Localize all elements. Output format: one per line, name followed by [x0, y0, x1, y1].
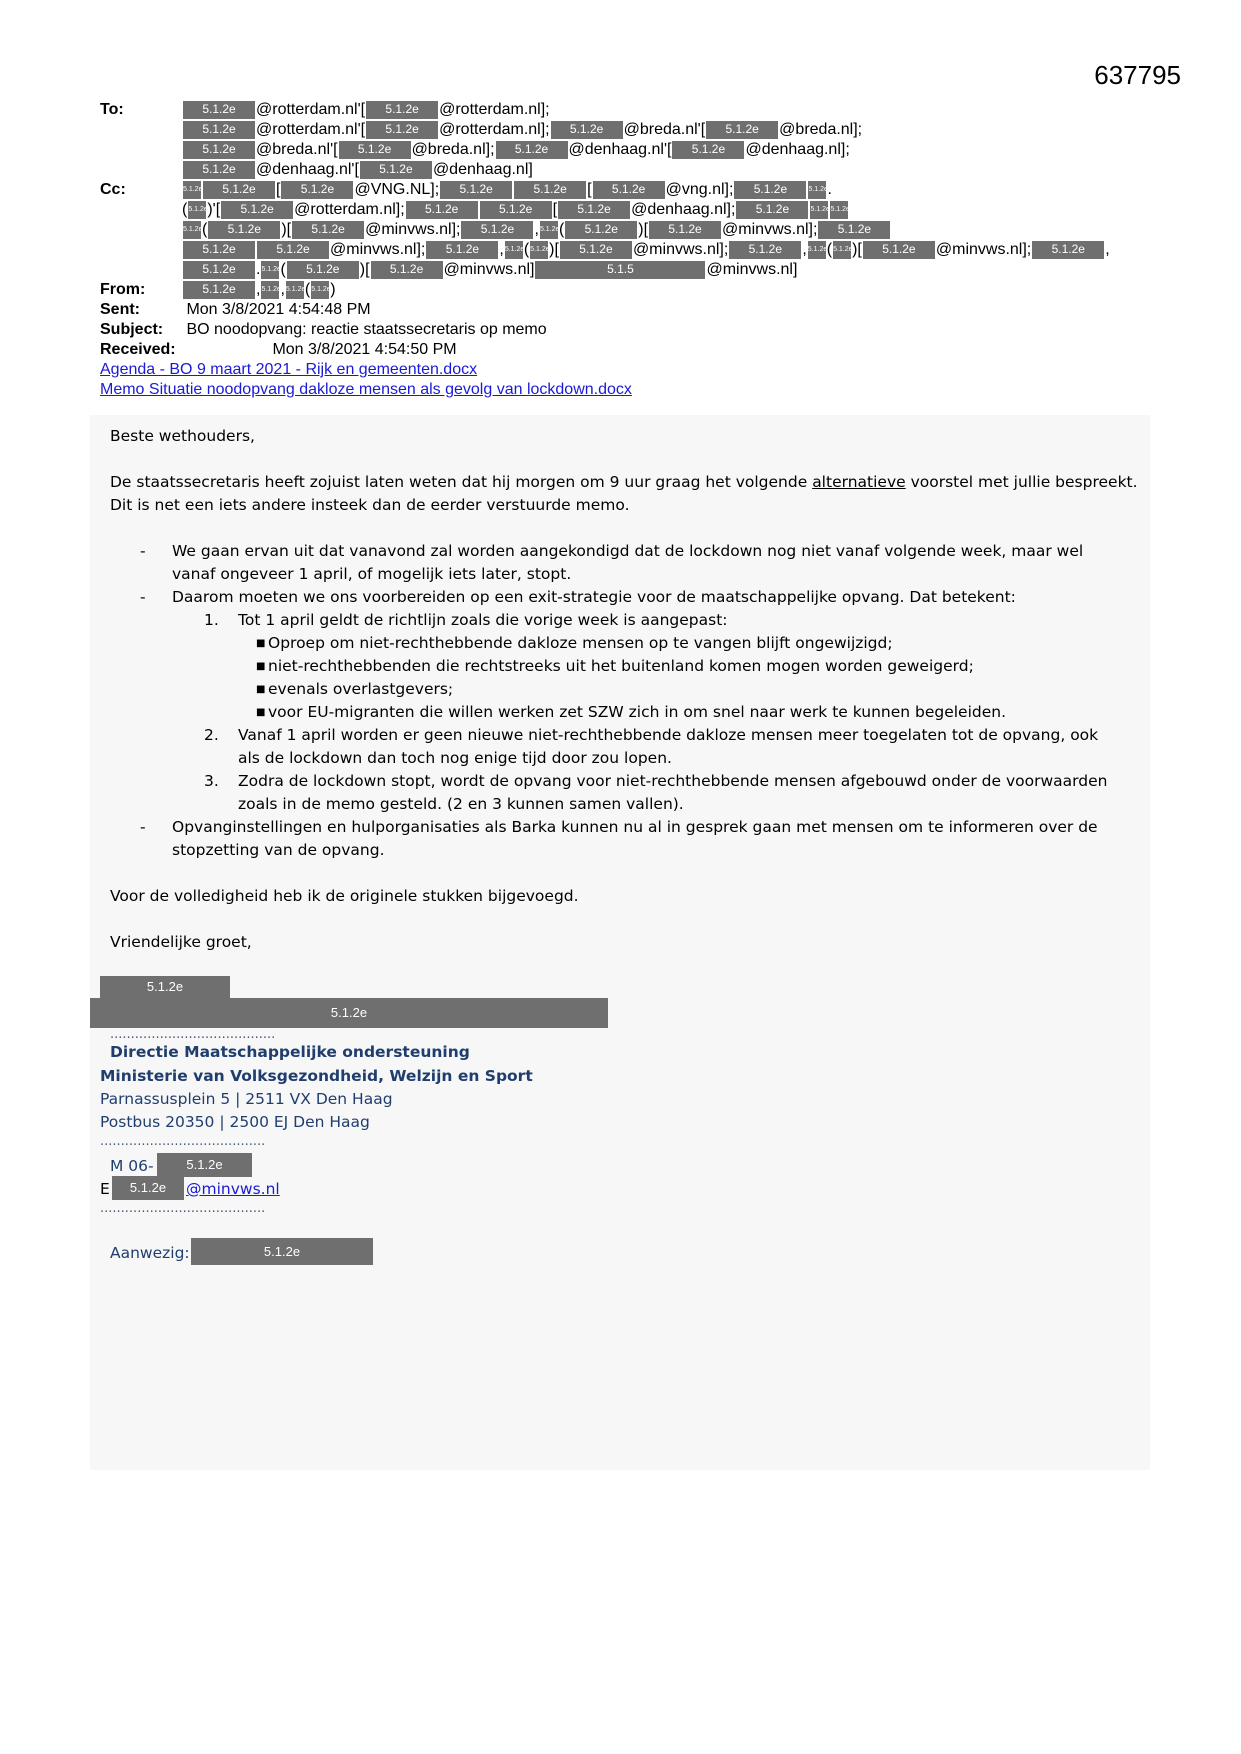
redaction-box: 5.1.2e	[188, 201, 206, 219]
address-text: )'[	[207, 201, 221, 218]
sub-list-item	[90, 655, 1150, 678]
address-line	[100, 240, 1140, 260]
address-text: @breda.nl];	[411, 141, 495, 158]
redaction-box: 5.1.2e	[183, 221, 201, 239]
bullet-text: Daarom moeten we ons voorbereiden op een exit-strategie voor de maatschappelijke opvang. Dat betekent:	[172, 588, 1016, 606]
redaction-box: 5.1.2e	[183, 141, 255, 159]
address-line	[100, 160, 1140, 180]
intro-paragraph	[90, 471, 1150, 517]
from-label: From:	[100, 281, 146, 299]
address-text: (	[280, 261, 286, 278]
redaction-box: 5.1.2e	[406, 201, 478, 219]
sub-list-item	[90, 701, 1150, 724]
received-label: Received:	[100, 341, 176, 358]
greeting: Beste wethouders,	[110, 427, 255, 445]
subject-label: Subject:	[100, 321, 164, 338]
redaction-box: 5.1.2e	[183, 181, 201, 199]
redaction-box: 5.1.2e	[505, 241, 523, 259]
email-link[interactable]: @minvws.nl	[186, 1180, 280, 1198]
redaction-box: 5.1.2e	[461, 221, 533, 239]
address-text: @rotterdam.nl];	[439, 121, 550, 138]
address-text: [	[276, 181, 281, 198]
address-text: @minvws.nl]	[443, 261, 535, 278]
address-text: @minvws.nl];	[365, 221, 461, 238]
cc-label: Cc:	[100, 181, 126, 199]
sent-row	[100, 300, 1140, 320]
address-text: @denhaag.nl];	[745, 141, 850, 158]
item-number: 2.	[204, 726, 219, 744]
address-text: (	[304, 281, 311, 298]
bullet-item: - We gaan ervan uit dat vanavond zal worden aangekondigd dat de lockdown nog niet vanaf volgende week, maar wel vanaf ongeveer 1 april, of mogelijk iets later, stopt.	[140, 542, 1084, 583]
redaction-box: 5.1.2e	[672, 141, 744, 159]
redaction-box: 5.1.2e	[426, 241, 498, 259]
redaction-box: 5.1.2e	[540, 221, 558, 239]
numbered-text: Tot 1 april geldt de richtlijn zoals die vorige week is aangepast:	[238, 611, 728, 629]
square-bullet-icon: ■	[256, 684, 266, 695]
address-text: @denhaag.nl]	[432, 161, 533, 178]
address-text: [	[587, 181, 592, 198]
signature-department: Directie Maatschappelijke ondersteuning	[110, 1043, 470, 1061]
redaction-box: 5.1.2e	[530, 241, 548, 259]
address-text: ,	[802, 241, 807, 258]
bullet-item: - Opvanginstellingen en hulporganisaties als Barka kunnen nu al in gesprek gaan met mensen om te informeren over de stopzetting van de opvang.	[140, 818, 1098, 859]
redaction-box: 5.1.2e	[808, 241, 826, 259]
square-bullet-icon: ■	[256, 707, 266, 718]
redaction-box: 5.1.2e	[863, 241, 935, 259]
redaction-box: 5.1.2e	[366, 101, 438, 119]
intro-text: De staatssecretaris heeft zojuist laten weten dat hij morgen om 9 uur graag het volgende	[110, 473, 813, 491]
bullet-text: We gaan ervan uit dat vanavond zal worden aangekondigd dat de lockdown nog niet vanaf volgende week, maar wel vanaf ongeveer 1 april, of mogelijk iets later, stopt.	[172, 542, 1084, 583]
subject-row	[100, 320, 1140, 340]
to-block	[100, 100, 1140, 180]
address-text: (	[182, 201, 188, 218]
address-text: [	[552, 201, 558, 218]
redaction-box: 5.1.2e	[736, 201, 808, 219]
address-text: ,	[534, 221, 539, 238]
redaction-box: 5.1.2e	[558, 201, 630, 219]
intro-text-end: voorstel met jullie bespreekt.	[905, 473, 1138, 491]
sub-item-text: niet-rechthebbenden die rechtstreeks uit het buitenland komen mogen worden geweigerd;	[268, 657, 974, 675]
address-text: @denhaag.nl'[	[568, 141, 672, 158]
address-line	[100, 280, 1140, 300]
address-text: @breda.nl'[	[256, 141, 338, 158]
redaction-box: 5.1.2e	[810, 201, 828, 219]
redacted-signature-title: 5.1.2e	[90, 998, 608, 1028]
square-bullet-icon: ■	[256, 661, 266, 672]
mobile-prefix: M 06-	[110, 1157, 154, 1175]
square-bullet-icon: ■	[256, 638, 266, 649]
separator-dots: ........................................	[100, 1134, 266, 1149]
numbered-text: Vanaf 1 april worden er geen nieuwe niet-rechthebbende dakloze mensen meer toegelaten tot de opvang, ook als de lockdown dan toch nog enige tijd door zou lopen.	[238, 726, 1099, 767]
numbered-item	[90, 609, 1150, 632]
redaction-box: 5.1.2e	[339, 141, 411, 159]
redaction-box: 5.1.2e	[183, 281, 255, 299]
redaction-box: 5.1.2e	[729, 241, 801, 259]
redaction-box: 5.1.2e	[286, 281, 304, 299]
closing-greeting: Vriendelijke groet,	[110, 933, 252, 951]
address-text: @breda.nl];	[779, 121, 863, 138]
address-line	[100, 200, 1140, 220]
address-line	[100, 100, 1140, 120]
present-label: Aanwezig:	[110, 1244, 190, 1262]
redacted-signature-name: 5.1.2e	[100, 976, 230, 998]
redaction-box: 5.1.2e	[706, 121, 778, 139]
address-text: )[	[638, 221, 649, 238]
address-text: @minvws.nl];	[722, 221, 818, 238]
email-body	[90, 415, 1150, 1470]
redaction-box: 5.1.2e	[808, 181, 826, 199]
sent-label: Sent:	[100, 301, 140, 318]
redaction-box: 5.1.2e	[183, 101, 255, 119]
redacted-email-user: 5.1.2e	[112, 1176, 184, 1200]
address-line	[100, 120, 1140, 140]
address-text: )	[330, 281, 336, 298]
numbered-item	[90, 770, 1150, 816]
sub-list-item	[90, 678, 1150, 701]
address-text: .	[256, 261, 261, 278]
item-number: 3.	[204, 772, 219, 790]
redaction-box: 5.1.2e	[261, 281, 279, 299]
redaction-box: 5.1.2e	[183, 261, 255, 279]
intro-text-2: Dit is net een iets andere insteek dan de eerder verstuurde memo.	[110, 496, 630, 514]
underlined-word: alternatieve	[812, 473, 906, 491]
address-text: @rotterdam.nl];	[439, 101, 550, 118]
attachment-link-agenda[interactable]: Agenda - BO 9 maart 2021 - Rijk en gemeenten.docx	[100, 361, 478, 378]
address-text: )[	[852, 241, 862, 258]
bullet-text: Opvanginstellingen en hulporganisaties als Barka kunnen nu al in gesprek gaan met mensen om te informeren over de stopzetting van de opvang.	[172, 818, 1098, 859]
subject-value: BO noodopvang: reactie staatssecretaris op memo	[186, 321, 547, 338]
redaction-box: 5.1.2e	[287, 261, 359, 279]
address-text: (	[523, 241, 530, 258]
address-text: @rotterdam.nl'[	[256, 121, 366, 138]
address-text: (	[826, 241, 833, 258]
document-number: 637795	[1094, 60, 1181, 90]
redaction-box: 5.1.2e	[833, 241, 851, 259]
redaction-box: 5.1.2e	[311, 281, 329, 299]
redaction-box: 5.1.2e	[371, 261, 443, 279]
redaction-box: 5.1.2e	[565, 221, 637, 239]
redaction-box: 5.1.2e	[292, 221, 364, 239]
address-line	[100, 180, 1140, 200]
redaction-box: 5.1.2e	[183, 241, 255, 259]
redaction-box: 5.1.5	[535, 261, 705, 279]
signature-postbus: Postbus 20350 | 2500 EJ Den Haag	[100, 1113, 370, 1131]
address-text: @rotterdam.nl'[	[256, 101, 366, 118]
address-text: @denhaag.nl'[	[256, 161, 359, 178]
address-text: (	[202, 221, 208, 238]
email-prefix: E	[100, 1180, 110, 1198]
separator-dots: ........................................	[100, 1201, 266, 1216]
address-text: ,	[499, 241, 504, 258]
sub-list-item	[90, 632, 1150, 655]
address-text: @minvws.nl];	[330, 241, 426, 258]
redaction-box: 5.1.2e	[183, 161, 255, 179]
address-text: ,	[280, 281, 285, 298]
sub-item-text: Oproep om niet-rechthebbende dakloze mensen op te vangen blijft ongewijzigd;	[268, 634, 893, 652]
sub-item-text: voor EU-migranten die willen werken zet SZW zich in om snel naar werk te kunnen begeleiden.	[268, 703, 1007, 721]
sub-item-text: evenals overlastgevers;	[268, 680, 454, 698]
redaction-box: 5.1.2e	[830, 201, 848, 219]
item-number: 1.	[204, 611, 219, 629]
redaction-box: 5.1.2e	[221, 201, 293, 219]
address-text: @vng.nl];	[665, 181, 734, 198]
address-line	[100, 260, 1140, 280]
redaction-box: 5.1.2e	[183, 121, 255, 139]
redacted-mobile: 5.1.2e	[157, 1153, 252, 1177]
signature-ministry: Ministerie van Volksgezondheid, Welzijn en Sport	[100, 1067, 533, 1085]
redacted-present-days: 5.1.2e	[191, 1238, 373, 1265]
redaction-box: 5.1.2e	[551, 121, 623, 139]
closing-text: Voor de volledigheid heb ik de originele stukken bijgevoegd.	[110, 887, 579, 905]
address-text: @breda.nl'[	[623, 121, 706, 138]
redaction-box: 5.1.2e	[360, 161, 432, 179]
address-text: @VNG.NL];	[354, 181, 440, 198]
address-text: @minvws.nl];	[632, 241, 729, 258]
sent-value: Mon 3/8/2021 4:54:48 PM	[186, 301, 371, 318]
redaction-box: 5.1.2e	[366, 121, 438, 139]
redaction-box: 5.1.2e	[440, 181, 512, 199]
redaction-box: 5.1.2e	[514, 181, 586, 199]
redaction-box: 5.1.2e	[261, 261, 279, 279]
redaction-box: 5.1.2e	[281, 181, 353, 199]
redaction-box: 5.1.2e	[208, 221, 280, 239]
address-line	[100, 140, 1140, 160]
redaction-box: 5.1.2e	[818, 221, 890, 239]
address-text: @rotterdam.nl];	[294, 201, 405, 218]
attachment-link-memo[interactable]: Memo Situatie noodopvang dakloze mensen als gevolg van lockdown.docx	[100, 381, 632, 398]
received-value: Mon 3/8/2021 4:54:50 PM	[272, 341, 457, 358]
received-row	[100, 340, 1140, 360]
separator-dots: ........................................	[110, 1027, 276, 1042]
signature-address: Parnassusplein 5 | 2511 VX Den Haag	[100, 1090, 393, 1108]
redaction-box: 5.1.2e	[203, 181, 275, 199]
address-text: )[	[549, 241, 559, 258]
address-line	[100, 220, 1140, 240]
redaction-box: 5.1.2e	[257, 241, 329, 259]
address-text: @minvws.nl];	[935, 241, 1032, 258]
address-text: )[	[281, 221, 292, 238]
cc-block	[100, 180, 1140, 280]
redaction-box: 5.1.2e	[480, 201, 552, 219]
from-block	[100, 280, 1140, 300]
address-text: ,	[256, 281, 261, 298]
redaction-box: 5.1.2e	[496, 141, 568, 159]
numbered-text: Zodra de lockdown stopt, wordt de opvang voor niet-rechthebbende mensen afgebouwd onder de voorwaarden zoals in de memo gesteld. (2 en 3 kunnen samen vallen).	[238, 772, 1108, 813]
redaction-box: 5.1.2e	[593, 181, 665, 199]
redaction-box: 5.1.2e	[734, 181, 806, 199]
address-text: )[	[359, 261, 370, 278]
address-text: ,	[1105, 241, 1110, 258]
to-label: To:	[100, 101, 124, 119]
address-text: @minvws.nl]	[706, 261, 798, 278]
address-text: @denhaag.nl];	[631, 201, 736, 218]
email-header	[100, 100, 1140, 400]
redaction-box: 5.1.2e	[560, 241, 632, 259]
address-text: (	[558, 221, 565, 238]
numbered-item	[90, 724, 1150, 770]
address-text: .	[827, 181, 832, 198]
bullet-item: - Daarom moeten we ons voorbereiden op een exit-strategie voor de maatschappelijke opvang. Dat betekent:	[140, 588, 1016, 606]
redaction-box: 5.1.2e	[1032, 241, 1104, 259]
redaction-box: 5.1.2e	[649, 221, 721, 239]
